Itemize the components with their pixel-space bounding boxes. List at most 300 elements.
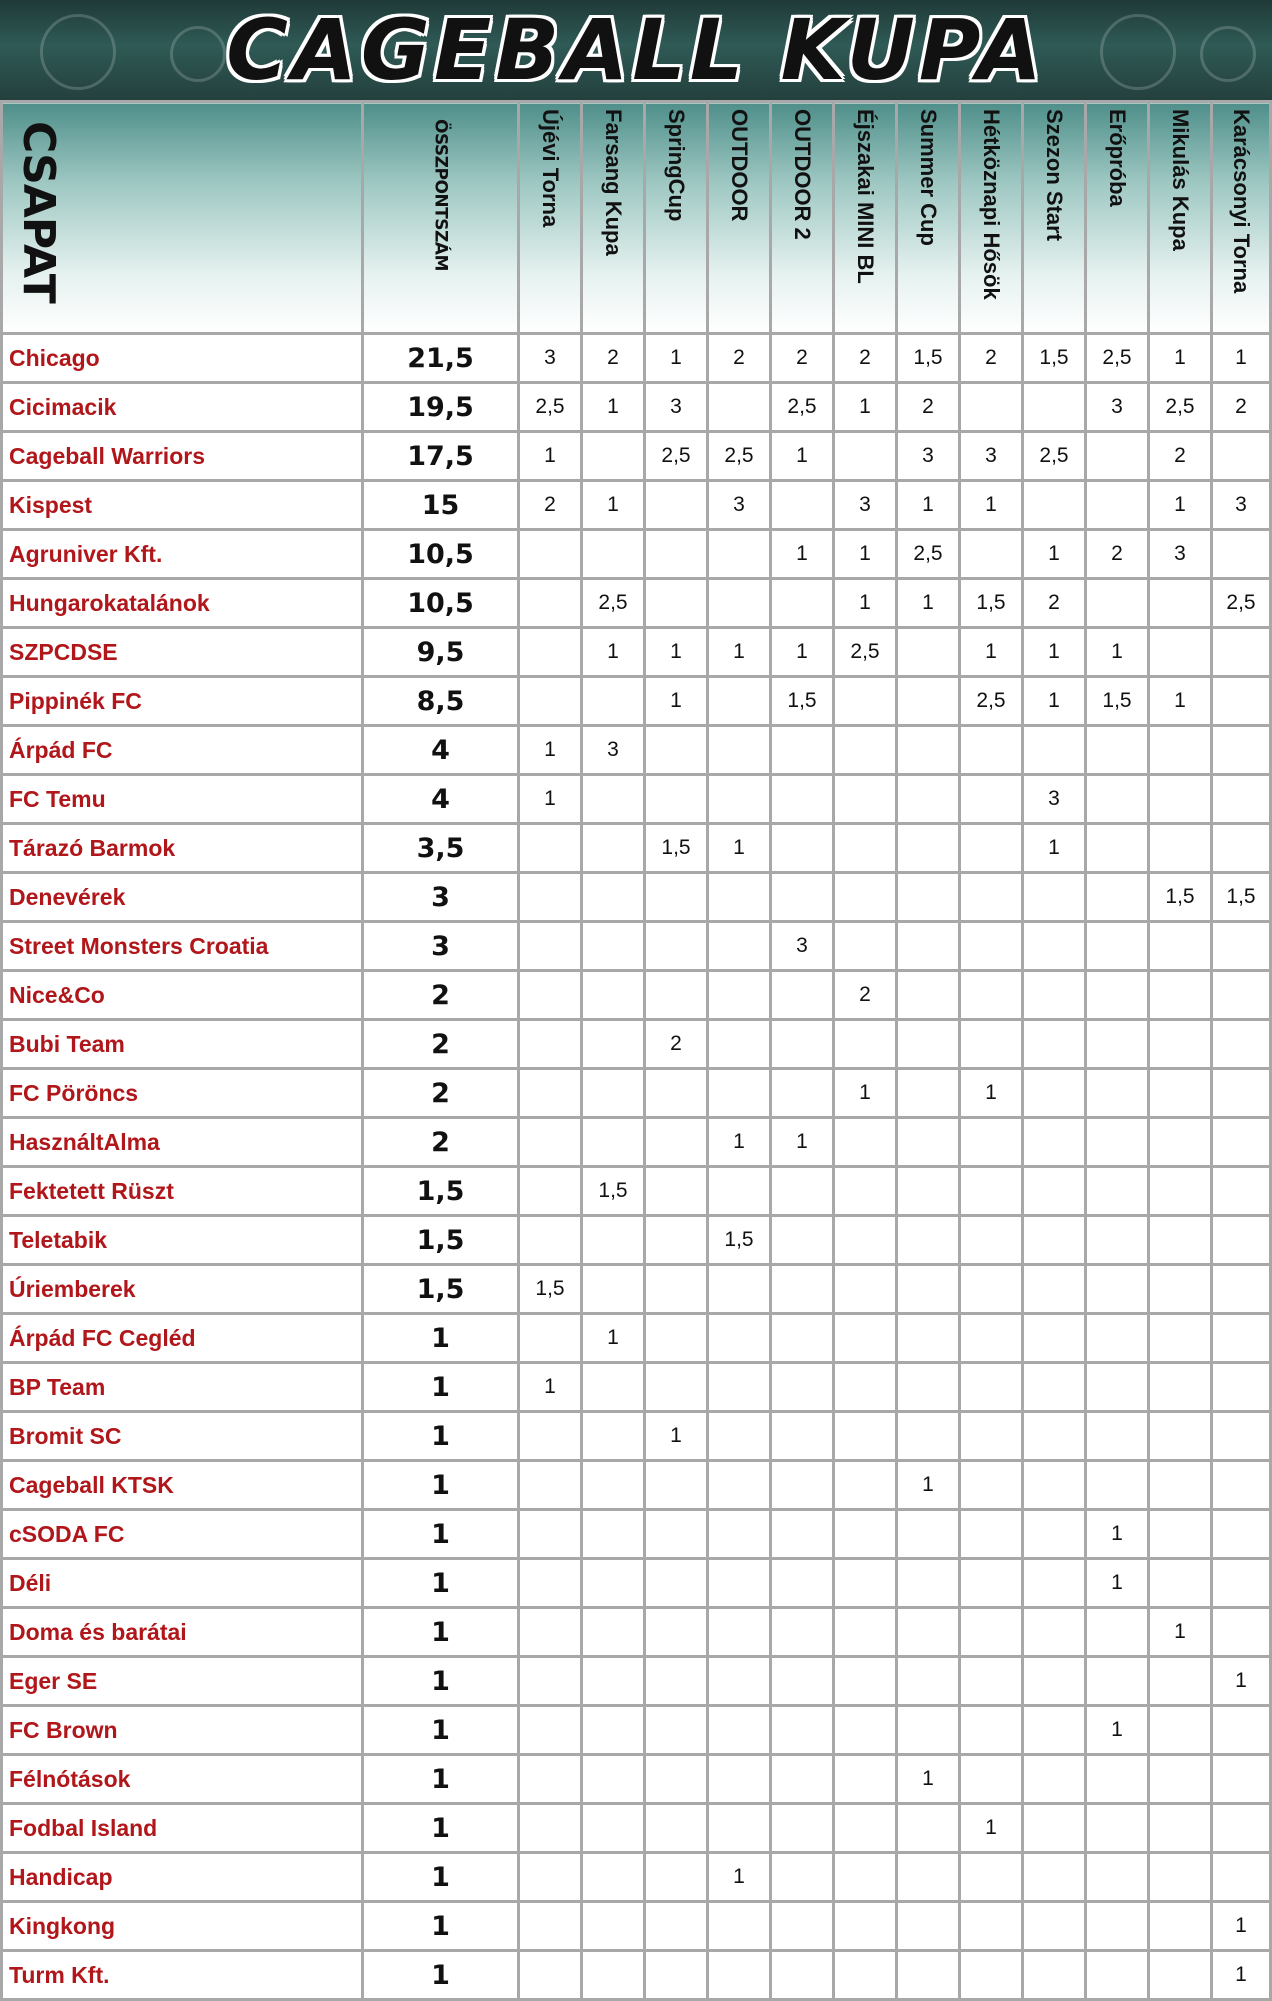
tournament-score: 2 [834, 334, 897, 383]
tournament-score [960, 1216, 1023, 1265]
tournament-score [960, 1265, 1023, 1314]
tournament-score [1149, 1363, 1212, 1412]
tournament-score [771, 1608, 834, 1657]
tournament-score [771, 971, 834, 1020]
tournament-score [834, 1755, 897, 1804]
tournament-score: 1 [645, 677, 708, 726]
column-header-tournament [834, 102, 897, 334]
tournament-score: 1,5 [771, 677, 834, 726]
tournament-score [1212, 677, 1271, 726]
tournament-score [519, 677, 582, 726]
tournament-score: 1,5 [519, 1265, 582, 1314]
tournament-score [960, 383, 1023, 432]
team-name: Úriemberek [2, 1265, 363, 1314]
tournament-score [645, 1706, 708, 1755]
tournament-score [960, 530, 1023, 579]
tournament-score: 2 [1149, 432, 1212, 481]
tournament-score: 1 [708, 824, 771, 873]
tournament-score [1149, 1069, 1212, 1118]
team-name: Turm Kft. [2, 1951, 363, 2000]
tournament-score [1086, 1363, 1149, 1412]
tournament-score: 2,5 [960, 677, 1023, 726]
tournament-score: 1 [1149, 677, 1212, 726]
table-row [2, 1657, 1271, 1706]
tournament-score: 2,5 [1086, 334, 1149, 383]
total-points: 19,5 [363, 383, 519, 432]
team-name: SZPCDSE [2, 628, 363, 677]
team-name: Denevérek [2, 873, 363, 922]
tournament-score [708, 1608, 771, 1657]
column-header-tournament [519, 102, 582, 334]
tournament-score: 2,5 [708, 432, 771, 481]
tournament-score: 1 [1212, 1657, 1271, 1706]
tournament-score [1023, 873, 1086, 922]
tournament-score [582, 677, 645, 726]
tournament-score: 2 [771, 334, 834, 383]
tournament-score [897, 1608, 960, 1657]
tournament-score [834, 677, 897, 726]
tournament-score: 2,5 [519, 383, 582, 432]
table-row [2, 1020, 1271, 1069]
tournament-score [519, 824, 582, 873]
tournament-score [834, 873, 897, 922]
tournament-score [1149, 1853, 1212, 1902]
tournament-score [519, 1216, 582, 1265]
tournament-score: 1,5 [1149, 873, 1212, 922]
tournament-score [708, 530, 771, 579]
tournament-score: 1 [1023, 677, 1086, 726]
tournament-score: 1 [1212, 334, 1271, 383]
tournament-score [960, 971, 1023, 1020]
tournament-score: 1 [897, 1755, 960, 1804]
tournament-score [1023, 1216, 1086, 1265]
tournament-score: 2,5 [1023, 432, 1086, 481]
tournament-score: 3 [1023, 775, 1086, 824]
table-row [2, 383, 1271, 432]
tournament-score [1023, 1069, 1086, 1118]
tournament-score [1212, 1069, 1271, 1118]
table-row [2, 1314, 1271, 1363]
tournament-score [1212, 432, 1271, 481]
tournament-score: 1 [897, 1461, 960, 1510]
team-name: Fektetett Rüszt [2, 1167, 363, 1216]
tournament-score [708, 1167, 771, 1216]
tournament-score [1149, 1314, 1212, 1363]
tournament-score [582, 1559, 645, 1608]
tournament-score [1212, 1118, 1271, 1167]
table-row [2, 1069, 1271, 1118]
team-name: Handicap [2, 1853, 363, 1902]
tournament-score [771, 1216, 834, 1265]
tournament-score [897, 1510, 960, 1559]
tournament-score: 3 [1212, 481, 1271, 530]
team-name: Déli [2, 1559, 363, 1608]
tournament-score: 1 [519, 432, 582, 481]
tournament-score [897, 824, 960, 873]
tournament-score [519, 1902, 582, 1951]
tournament-score: 1 [645, 1412, 708, 1461]
tournament-score [708, 383, 771, 432]
tournament-score [582, 1412, 645, 1461]
table-row [2, 1559, 1271, 1608]
tournament-score [1086, 775, 1149, 824]
tournament-score [582, 1902, 645, 1951]
total-points: 1 [363, 1363, 519, 1412]
tournament-score [645, 1559, 708, 1608]
column-header-label: SpringCup [664, 109, 689, 222]
tournament-score [834, 1608, 897, 1657]
tournament-score [645, 922, 708, 971]
tournament-score [897, 873, 960, 922]
tournament-score [1086, 824, 1149, 873]
table-row [2, 628, 1271, 677]
tournament-score [771, 1559, 834, 1608]
tournament-score [834, 1167, 897, 1216]
tournament-score: 1 [771, 432, 834, 481]
tournament-score [834, 1118, 897, 1167]
tournament-score [645, 1363, 708, 1412]
column-header-label: Karácsonyi Torna [1229, 109, 1254, 294]
total-points: 1 [363, 1706, 519, 1755]
tournament-score [771, 1755, 834, 1804]
column-header-label: Erőpróba [1105, 109, 1130, 207]
tournament-score [1212, 1167, 1271, 1216]
column-header-label: Mikulás Kupa [1168, 109, 1193, 251]
tournament-score [1023, 1608, 1086, 1657]
column-header-total [363, 102, 519, 334]
tournament-score [771, 1706, 834, 1755]
tournament-score [1212, 726, 1271, 775]
column-header-tournament [645, 102, 708, 334]
tournament-score: 2 [897, 383, 960, 432]
tournament-score [1023, 1853, 1086, 1902]
tournament-score [1212, 1461, 1271, 1510]
tournament-score [771, 824, 834, 873]
tournament-score [519, 873, 582, 922]
column-header-label: Hétköznapi Hősök [979, 109, 1004, 300]
tournament-score [897, 1167, 960, 1216]
tournament-score [519, 1804, 582, 1853]
tournament-score [708, 1412, 771, 1461]
tournament-score: 3 [897, 432, 960, 481]
tournament-score [519, 1510, 582, 1559]
tournament-score [1086, 432, 1149, 481]
tournament-score [771, 1510, 834, 1559]
tournament-score [897, 971, 960, 1020]
tournament-score [645, 1853, 708, 1902]
tournament-score: 1 [1023, 530, 1086, 579]
column-header-label: Farsang Kupa [601, 109, 626, 256]
table-row [2, 726, 1271, 775]
tournament-score: 2 [1086, 530, 1149, 579]
tournament-score: 1,5 [708, 1216, 771, 1265]
tournament-score [1023, 1657, 1086, 1706]
tournament-score [1212, 1755, 1271, 1804]
tournament-score [1212, 1608, 1271, 1657]
team-name: BP Team [2, 1363, 363, 1412]
tournament-score [1023, 1559, 1086, 1608]
tournament-score [897, 1216, 960, 1265]
total-points: 9,5 [363, 628, 519, 677]
team-name: HasználtAlma [2, 1118, 363, 1167]
tournament-score [1212, 824, 1271, 873]
tournament-score [960, 824, 1023, 873]
tournament-score [897, 628, 960, 677]
tournament-score [519, 1069, 582, 1118]
tournament-score [519, 579, 582, 628]
tournament-score [582, 1118, 645, 1167]
tournament-score [1086, 1657, 1149, 1706]
column-header-label: Summer Cup [916, 109, 941, 246]
tournament-score [1212, 1363, 1271, 1412]
team-name: Cicimacik [2, 383, 363, 432]
tournament-score: 1 [582, 628, 645, 677]
tournament-score [1023, 1951, 1086, 2000]
tournament-score [1023, 1363, 1086, 1412]
tournament-score [582, 1020, 645, 1069]
table-row [2, 1902, 1271, 1951]
tournament-score [960, 1314, 1023, 1363]
table-row [2, 1853, 1271, 1902]
tournament-score [708, 1069, 771, 1118]
tournament-score [1212, 1216, 1271, 1265]
tournament-score: 1 [897, 481, 960, 530]
tournament-score [645, 1314, 708, 1363]
tournament-score [582, 873, 645, 922]
column-header-tournament [1212, 102, 1271, 334]
tournament-score [708, 775, 771, 824]
tournament-score: 1 [1149, 1608, 1212, 1657]
tournament-score [1086, 1853, 1149, 1902]
tournament-score [519, 1314, 582, 1363]
tournament-score [708, 1461, 771, 1510]
tournament-score: 2 [708, 334, 771, 383]
tournament-score [771, 726, 834, 775]
tournament-score [582, 1853, 645, 1902]
tournament-score [1149, 1412, 1212, 1461]
tournament-score: 1,5 [1086, 677, 1149, 726]
tournament-score: 1 [1086, 1706, 1149, 1755]
tournament-score: 2 [1212, 383, 1271, 432]
team-name: Bromit SC [2, 1412, 363, 1461]
tournament-score [1086, 1412, 1149, 1461]
tournament-score [645, 1902, 708, 1951]
tournament-score [708, 1755, 771, 1804]
tournament-score [708, 1804, 771, 1853]
total-points: 2 [363, 1118, 519, 1167]
tournament-score [1212, 628, 1271, 677]
tournament-score [1023, 1118, 1086, 1167]
tournament-score [1023, 383, 1086, 432]
total-points: 4 [363, 726, 519, 775]
tournament-score: 1,5 [1023, 334, 1086, 383]
tournament-score [1086, 1804, 1149, 1853]
tournament-score: 1,5 [960, 579, 1023, 628]
tournament-score [582, 432, 645, 481]
tournament-score [582, 1265, 645, 1314]
tournament-score [834, 726, 897, 775]
tournament-score [771, 1412, 834, 1461]
total-points: 10,5 [363, 579, 519, 628]
total-points: 1 [363, 1657, 519, 1706]
tournament-score [771, 873, 834, 922]
table-row [2, 1608, 1271, 1657]
tournament-score [834, 824, 897, 873]
tournament-score [960, 873, 1023, 922]
tournament-score [771, 1314, 834, 1363]
tournament-score [771, 1461, 834, 1510]
tournament-score [960, 1559, 1023, 1608]
tournament-score [582, 1216, 645, 1265]
team-name: Nice&Co [2, 971, 363, 1020]
tournament-score: 1 [834, 383, 897, 432]
tournament-score [708, 1706, 771, 1755]
tournament-score [960, 1608, 1023, 1657]
tournament-score [1023, 1902, 1086, 1951]
tournament-score [771, 1951, 834, 2000]
column-header-team [2, 102, 363, 334]
total-points: 2 [363, 1020, 519, 1069]
tournament-score: 3 [519, 334, 582, 383]
tournament-score [897, 677, 960, 726]
tournament-score [645, 726, 708, 775]
tournament-score [645, 1118, 708, 1167]
tournament-score [1149, 1657, 1212, 1706]
tournament-score [771, 1020, 834, 1069]
tournament-score [771, 1265, 834, 1314]
tournament-score: 1 [834, 530, 897, 579]
tournament-score [1023, 1461, 1086, 1510]
tournament-score [834, 1559, 897, 1608]
tournament-score [771, 1853, 834, 1902]
tournament-score: 1 [708, 628, 771, 677]
tournament-score: 3 [771, 922, 834, 971]
tournament-score [645, 1461, 708, 1510]
tournament-score: 1,5 [897, 334, 960, 383]
tournament-score [771, 1804, 834, 1853]
tournament-score [834, 1706, 897, 1755]
total-points: 1 [363, 1461, 519, 1510]
tournament-score: 1 [897, 579, 960, 628]
tournament-score [897, 1265, 960, 1314]
tournament-score [897, 1020, 960, 1069]
total-points: 3 [363, 922, 519, 971]
table-row [2, 1118, 1271, 1167]
tournament-score [1086, 1069, 1149, 1118]
tournament-score [960, 726, 1023, 775]
tournament-score [897, 922, 960, 971]
tournament-score [960, 1412, 1023, 1461]
tournament-score [582, 1461, 645, 1510]
tournament-score [897, 1706, 960, 1755]
tournament-score [1149, 1804, 1212, 1853]
tournament-score [582, 775, 645, 824]
tournament-score [834, 1902, 897, 1951]
column-header-label: OUTDOOR [727, 109, 752, 222]
tournament-score [1023, 481, 1086, 530]
table-row [2, 873, 1271, 922]
column-header-tournament [582, 102, 645, 334]
tournament-score [834, 1510, 897, 1559]
tournament-score: 1 [519, 1363, 582, 1412]
tournament-score [897, 1657, 960, 1706]
team-name: Chicago [2, 334, 363, 383]
total-points: 1 [363, 1559, 519, 1608]
header-row [2, 102, 1271, 334]
tournament-score [771, 1902, 834, 1951]
tournament-score [834, 922, 897, 971]
title-banner [0, 0, 1272, 100]
tournament-score [960, 1363, 1023, 1412]
tournament-score: 1 [1149, 481, 1212, 530]
tournament-score [582, 971, 645, 1020]
column-header-label: OUTDOOR 2 [790, 109, 815, 240]
tournament-score [1149, 971, 1212, 1020]
team-name: FC Pöröncs [2, 1069, 363, 1118]
tournament-score [834, 1412, 897, 1461]
tournament-score [834, 1216, 897, 1265]
tournament-score [960, 1510, 1023, 1559]
tournament-score [1212, 971, 1271, 1020]
table-row [2, 1216, 1271, 1265]
tournament-score [1086, 1461, 1149, 1510]
tournament-score [1023, 1510, 1086, 1559]
table-row [2, 971, 1271, 1020]
standings-body [2, 334, 1271, 2000]
table-row [2, 1265, 1271, 1314]
tournament-score [1086, 1265, 1149, 1314]
table-row [2, 1706, 1271, 1755]
tournament-score: 2 [582, 334, 645, 383]
tournament-score [645, 1216, 708, 1265]
tournament-score [519, 1706, 582, 1755]
tournament-score: 3 [708, 481, 771, 530]
tournament-score [1149, 1902, 1212, 1951]
tournament-score [1086, 1951, 1149, 2000]
tournament-score: 3 [645, 383, 708, 432]
tournament-score [834, 1314, 897, 1363]
tournament-score: 1 [708, 1853, 771, 1902]
tournament-score [897, 1363, 960, 1412]
total-points: 1 [363, 1608, 519, 1657]
tournament-score [1149, 1167, 1212, 1216]
tournament-score [834, 1265, 897, 1314]
tournament-score [645, 1804, 708, 1853]
team-name: Kingkong [2, 1902, 363, 1951]
tournament-score [1149, 922, 1212, 971]
tournament-score: 2 [645, 1020, 708, 1069]
tournament-score [708, 1510, 771, 1559]
tournament-score [645, 873, 708, 922]
team-name: Árpád FC Cegléd [2, 1314, 363, 1363]
tournament-score [1023, 726, 1086, 775]
table-row [2, 1804, 1271, 1853]
table-row [2, 775, 1271, 824]
tournament-score [1149, 1951, 1212, 2000]
tournament-score [1212, 530, 1271, 579]
tournament-score [960, 1461, 1023, 1510]
tournament-score [582, 530, 645, 579]
tournament-score [1149, 1755, 1212, 1804]
tournament-score [960, 922, 1023, 971]
team-name: Cageball Warriors [2, 432, 363, 481]
tournament-score [519, 922, 582, 971]
tournament-score [1149, 1020, 1212, 1069]
table-row [2, 922, 1271, 971]
tournament-score [708, 1265, 771, 1314]
tournament-score [771, 1657, 834, 1706]
column-header-tournament [1086, 102, 1149, 334]
